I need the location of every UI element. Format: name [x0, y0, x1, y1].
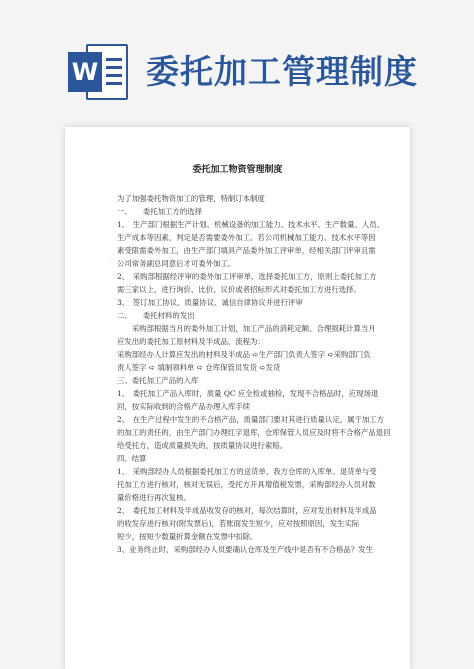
- document-line: 的收发存进行核对(附发票后)，若账面发生短少，应对按照原因，发生实际: [117, 519, 360, 528]
- document-line: 公司常务副总同意后才可委外加工。: [117, 259, 236, 268]
- document-line: 量价格进行再次复核。: [117, 493, 191, 502]
- document-line: 2、 委托加工材料及半成品收发存的核对，每次结算时，应对发出材料及半成品: [117, 506, 377, 515]
- document-line: 1、 委托加工产品入库时，质量 QC 应全检或抽检，发现不合格品时，应现场退: [117, 389, 379, 398]
- document-line: 1、 生产部门根据生产计划、机械设备的加工能力、技术水平、生产数量、人员、: [117, 220, 385, 229]
- word-badge: W: [68, 52, 102, 92]
- document-line: 需三家以上，进行询价、比价、议价或者招标形式对委托加工方进行选择。: [117, 285, 361, 294]
- document-line: 2、 采购部根据经评审的委外加工评审单，选择委托加工方，原则上委托加工方: [117, 272, 377, 281]
- document-line: 采购部根据当月的委外加工计划，加工产品的消耗定额、合理损耗计算当月: [117, 324, 376, 333]
- document-page: [65, 127, 410, 669]
- document-line: 3、业务终止时，采购部经办人员要确认仓库及生产线中是否有不合格品？发生: [117, 545, 373, 554]
- document-line: 3、 签订加工协议、质量协议、诚信自律协议并进行评审: [117, 298, 303, 307]
- watermark: ─────: [103, 226, 155, 267]
- document-line: 短少，按短少数量折算金额在发票中扣除。: [117, 532, 258, 541]
- document-line: 2、 在生产过程中发生的不合格产品，质量部门要对其进行质量认定，属于加工方: [117, 415, 385, 424]
- document-line: 1、 采购部经办人员根据委托加工方的送货单、我方仓库的入库单、退货单与受: [117, 467, 377, 476]
- document-line: 一、 委托加工方的选择: [117, 207, 202, 216]
- document-line: 三、委托加工产品的入库: [117, 376, 199, 385]
- document-line: 二、 委托材料的发出: [117, 311, 195, 320]
- document-line: 托加工方进行核对，核对无误后，受托方开具增值税发票，采购部经办人员对数: [117, 480, 376, 489]
- document-line: 素受限需委外加工，由生产部门填具产品委外加工评审单，经相关部门评审且需: [117, 246, 376, 255]
- document-line: 为了加强委托物资加工的管理，特制订本制度: [117, 194, 265, 203]
- document-title: 委托加工物资管理制度: [192, 165, 283, 175]
- page-title: 委托加工管理制度: [146, 52, 418, 91]
- document-line: 给受托方，造成质量损失的，按质量协议进行索赔。: [117, 441, 287, 450]
- document-line: 采购部经办人计算应发出的材料及半成品 ➪生产部门负责人签字 ➪采购部门负: [117, 350, 371, 359]
- document-line: 回，按实际收到的合格产品办理入库手续: [117, 402, 251, 411]
- word-document-icon: [68, 44, 128, 100]
- header-banner: [0, 0, 474, 120]
- document-line: 的加工的责任的，由生产部门办理红字退库，仓库保管人员应及时将不合格产品退回: [117, 428, 391, 437]
- document-line: 四、结算: [117, 454, 147, 463]
- document-line: 应发出的委托加工原材料及半成品，流程为：: [117, 337, 265, 346]
- document-line: 责人签字 ➪ 填制领料单 ➪ 仓库保管员发货 ➪发货: [117, 363, 281, 372]
- document-line: 生产成本等因素，判定是否需要委外加工。若公司机械加工能力、技术水平等因: [117, 233, 376, 242]
- watermark: ─────: [243, 416, 295, 457]
